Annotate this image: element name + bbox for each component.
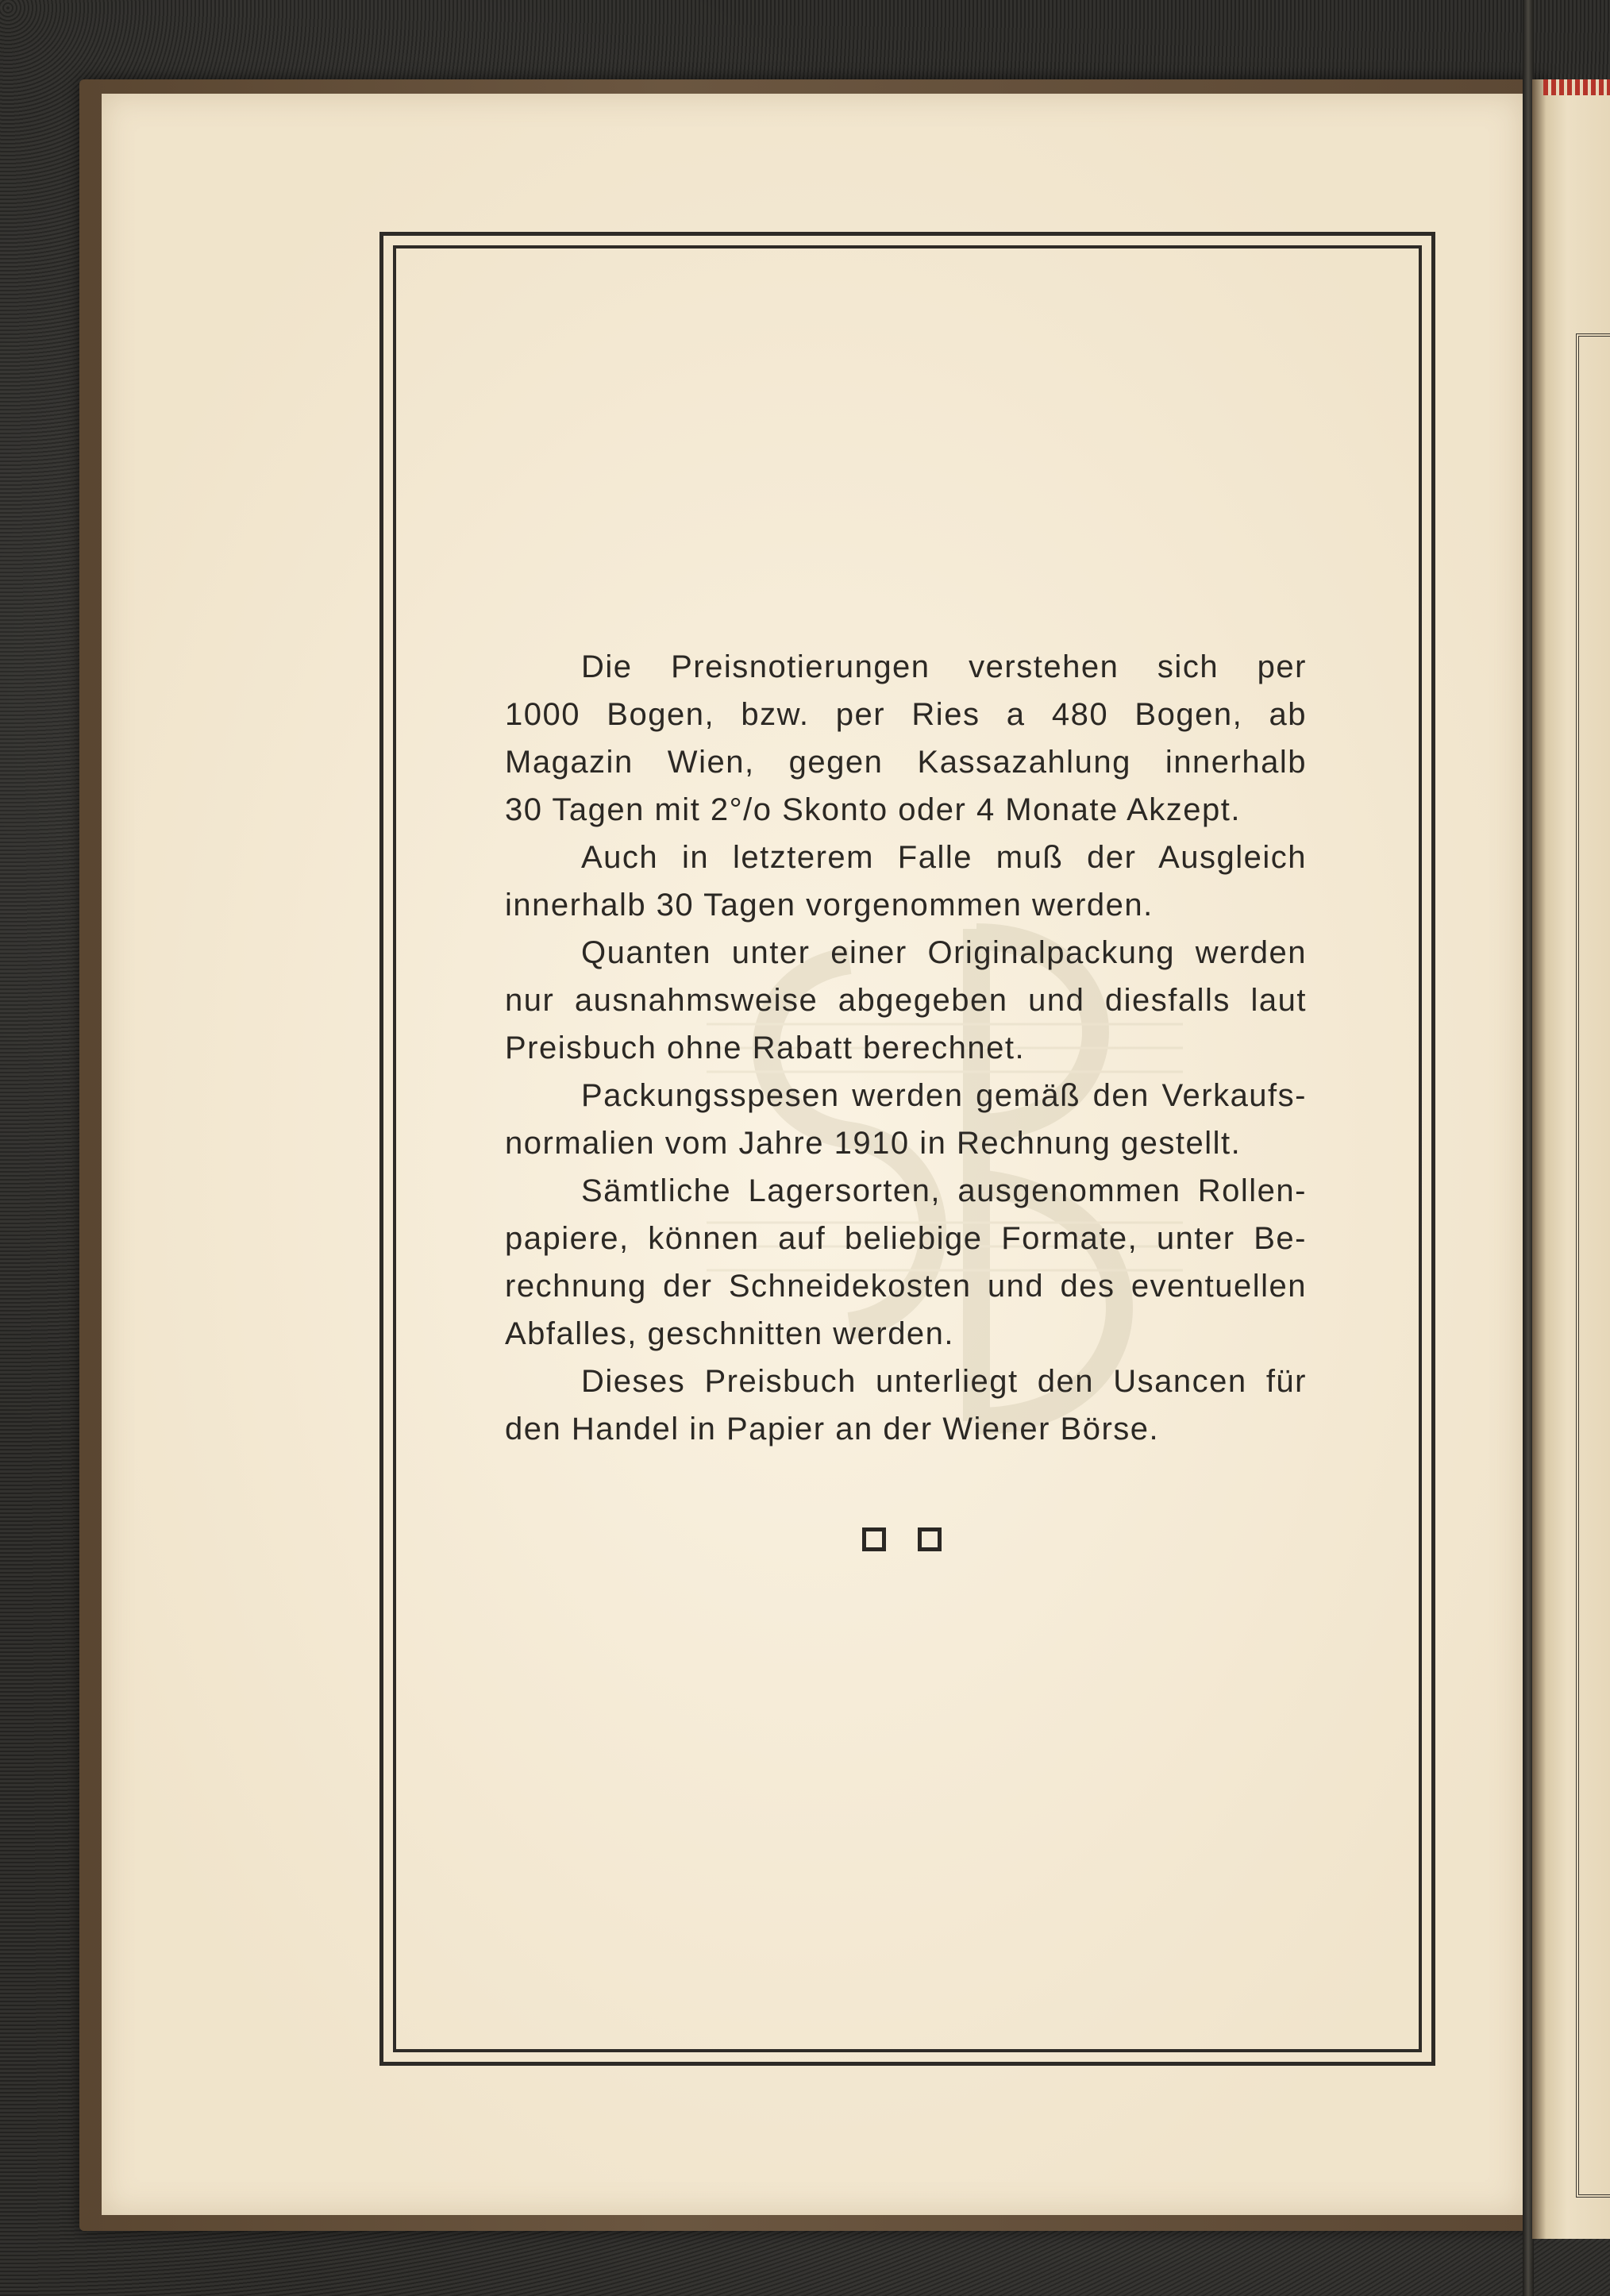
page-edge-decoration [1543, 79, 1610, 95]
paragraph-prices [505, 643, 1307, 834]
paragraph-packing [505, 1072, 1307, 1167]
text-line: 1000 Bogen, bzw. per Ries a 480 Bogen, ab [505, 697, 1307, 732]
paragraph-cutting [505, 1167, 1307, 1358]
text-line: innerhalb 30 Tagen vorgenommen werden. [505, 888, 1154, 923]
text-line: Die Preisnotierungen verstehen sich per [581, 649, 1307, 684]
text-line: 30 Tagen mit 2°/o Skonto oder 4 Monate Akzept. [505, 792, 1242, 827]
paragraph-quantities [505, 929, 1307, 1072]
text-line: normalien vom Jahre 1910 in Rechnung gestellt. [505, 1126, 1242, 1161]
facing-page-frame [1576, 333, 1610, 2198]
text-line: Magazin Wien, gegen Kassazahlung innerhalb [505, 745, 1307, 780]
text-line: den Handel in Papier an der Wiener Börse. [505, 1412, 1160, 1447]
text-line: Dieses Preisbuch unterliegt den Usancen für [581, 1364, 1307, 1399]
text-line: Packungsspesen werden gemäß den Verkaufs- [581, 1078, 1307, 1113]
square-ornaments [862, 1527, 942, 1551]
text-line: Auch in letzterem Falle muß der Ausgleich [581, 840, 1307, 875]
text-line: Sämtliche Lagersorten, ausgenommen Rollen- [581, 1173, 1307, 1208]
text-line: Abfalles, geschnitten werden. [505, 1316, 955, 1351]
text-line: rechnung der Schneidekosten und des eventuellen [505, 1269, 1307, 1304]
square-ornament [918, 1527, 942, 1551]
terms-text-block [505, 643, 1307, 1453]
text-line: Quanten unter einer Originalpackung werden [581, 935, 1307, 970]
paragraph-settlement [505, 834, 1307, 929]
paragraph-usances [505, 1358, 1307, 1453]
facing-page-edge [1532, 79, 1610, 2239]
text-line: Preisbuch ohne Rabatt berechnet. [505, 1031, 1026, 1065]
square-ornament [862, 1527, 886, 1551]
text-line: papiere, können auf beliebige Formate, unter Be- [505, 1221, 1307, 1256]
text-line: nur ausnahmsweise abgegeben und diesfalls laut [505, 983, 1307, 1018]
